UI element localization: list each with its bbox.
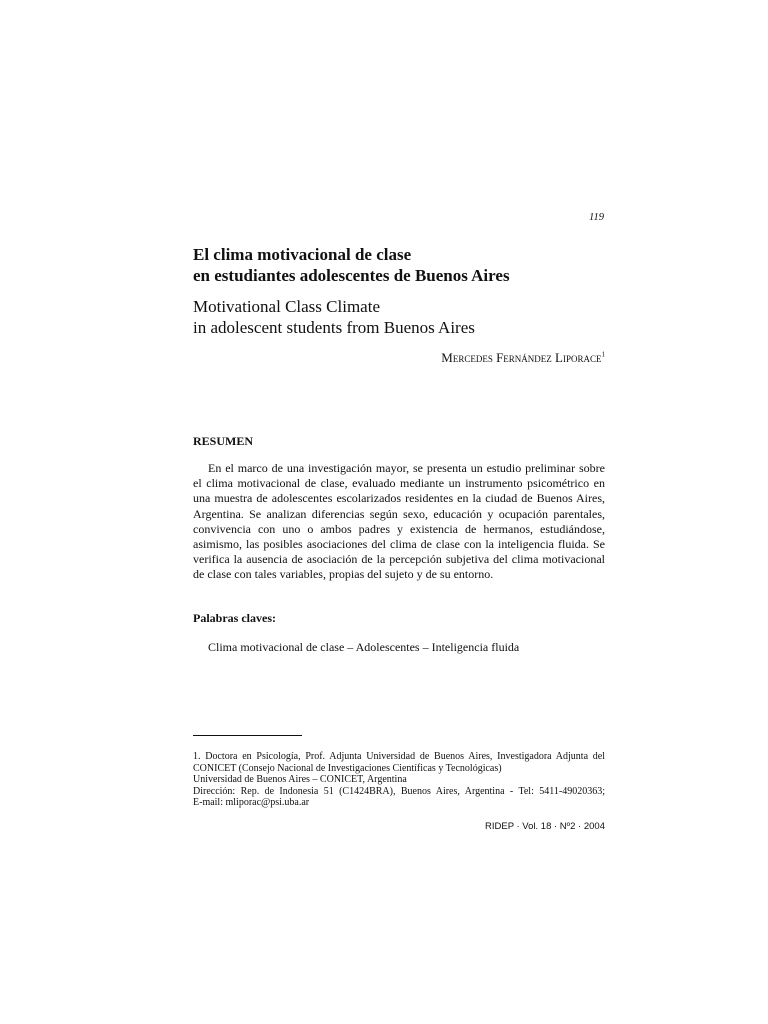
- author-name: Mercedes Fernández Liporace: [441, 350, 602, 365]
- keywords-heading: Palabras claves:: [193, 611, 276, 625]
- footnote-line-4: Dirección: Rep. de Indonesia 51 (C1424BRA), Buenos Aires, Argentina - Tel: 5411-49020363;: [193, 785, 605, 797]
- footnote-line-5: E-mail: mliporac@psi.uba.ar: [193, 797, 310, 808]
- footnote: [193, 751, 605, 809]
- author-line: [360, 350, 605, 366]
- abstract-heading: RESUMEN: [193, 434, 254, 448]
- journal-footer: RIDEP · Vol. 18 · Nº2 · 2004: [485, 821, 605, 832]
- title-english-line-1: Motivational Class Climate: [193, 297, 380, 316]
- title-english-line-2: in adolescent students from Buenos Aires: [193, 318, 475, 337]
- title-spanish-line-2: en estudiantes adolescentes de Buenos Aires: [193, 266, 510, 285]
- article-title-spanish: [193, 244, 613, 286]
- footnote-line-2: CONICET (Consejo Nacional de Investigaciones Científicas y Tecnológicas): [193, 762, 502, 774]
- title-spanish-line-1: El clima motivacional de clase: [193, 245, 412, 264]
- author-footnote-mark: 1: [601, 350, 605, 359]
- keywords-text: Clima motivacional de clase – Adolescentes – Inteligencia fluida: [208, 640, 520, 654]
- abstract-text: En el marco de una investigación mayor, se presenta un estudio preliminar sobre el clima motivacional de clase, evaluado mediante un instrumento psicométrico en una muestra de adolescentes escolarizados residentes en la ciudad de Buenos Aires, Argentina. Se analizan diferencias según sexo, educación y ocupación parentales, convivencia con uno o ambos padres y existencia de hermanos, estudiándose, asimismo, las posibles asociaciones del clima de clase con la inteligencia fluida. Se verifica la ausencia de asociación de la percepción subjetiva del clima motivacional de clase con tales variables, propias del sujeto y de su entorno.: [193, 461, 605, 582]
- footnote-divider: [193, 735, 302, 736]
- page-number: 119: [589, 212, 604, 223]
- article-title-english: [193, 296, 613, 338]
- footnote-line-3: Universidad de Buenos Aires – CONICET, Argentina: [193, 774, 407, 785]
- footnote-line-1: 1. Doctora en Psicología, Prof. Adjunta Universidad de Buenos Aires, Investigadora Adjunta del: [193, 751, 605, 762]
